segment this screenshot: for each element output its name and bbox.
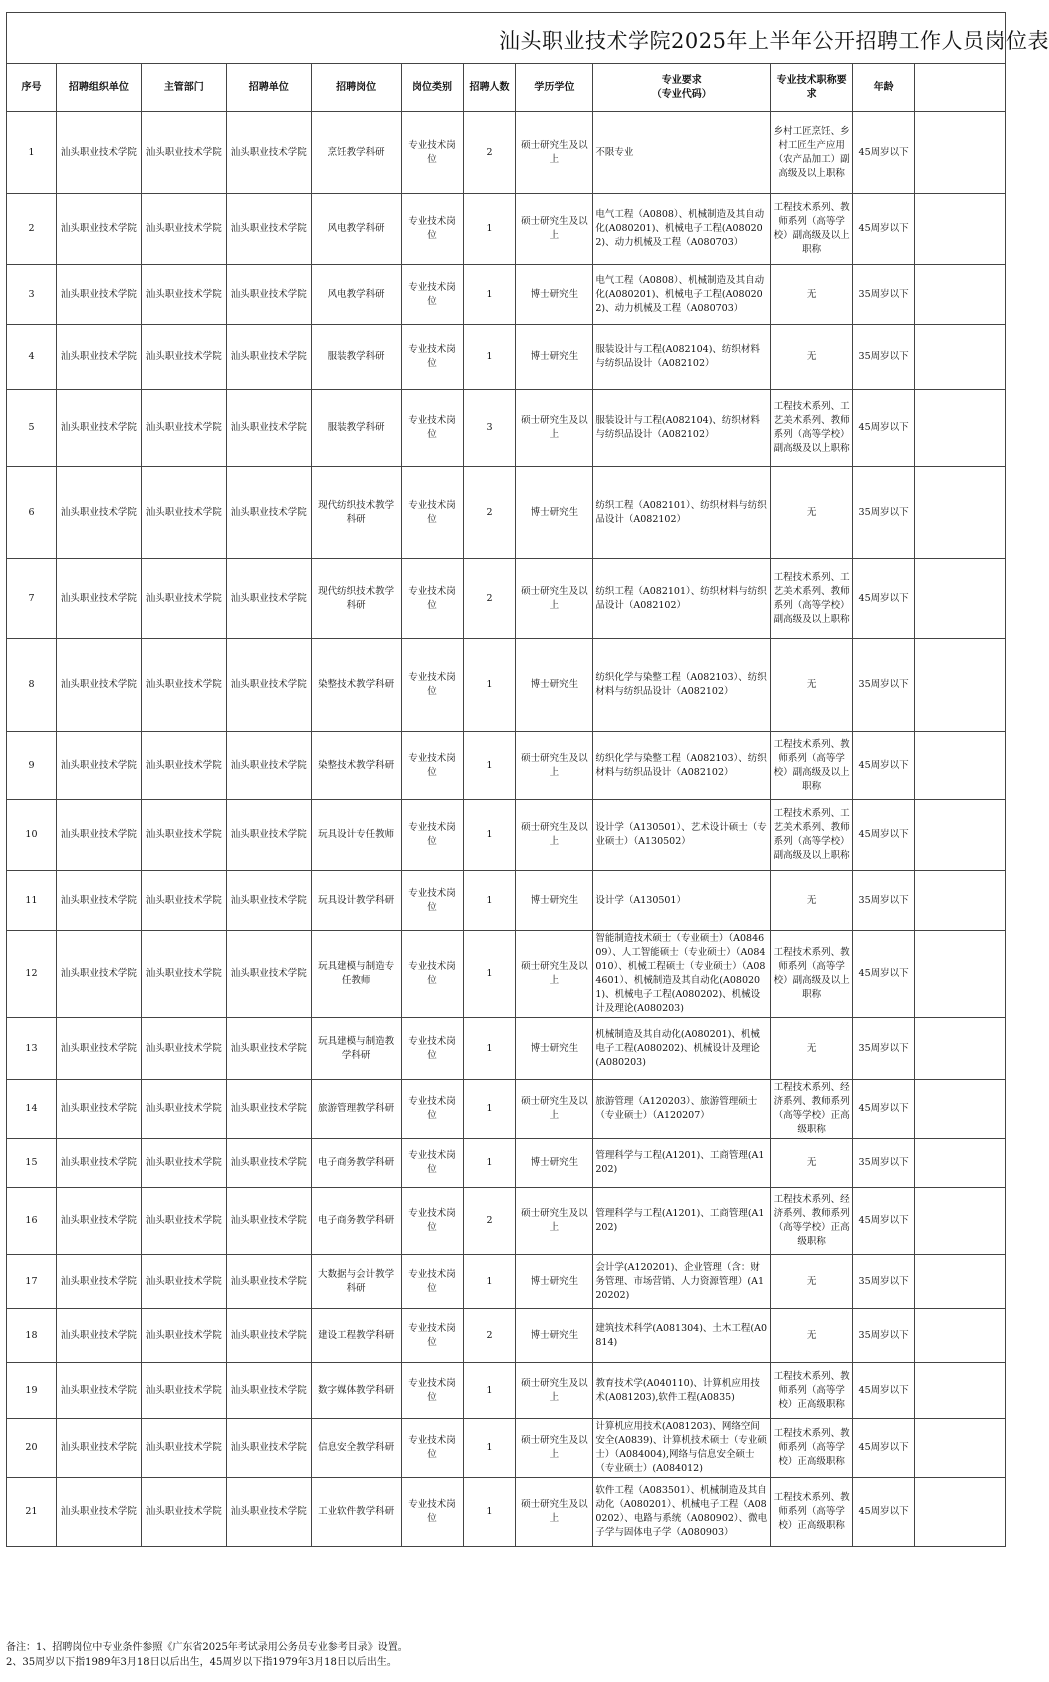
cell-title-req: 工程技术系列、教师系列（高等学校）副高级及以上职称 [771, 732, 853, 800]
cell-age: 35周岁以下 [853, 1018, 915, 1080]
header-cell: 招聘岗位 [311, 64, 401, 112]
cell-blank [915, 1255, 1006, 1309]
cell-type: 专业技术岗位 [401, 1419, 463, 1478]
cell-count: 2 [463, 1309, 516, 1363]
table-body [7, 112, 1006, 1547]
cell-post: 服装教学科研 [311, 390, 401, 467]
cell-count: 1 [463, 325, 516, 390]
cell-unit: 汕头职业技术学院 [226, 1478, 311, 1547]
cell-dept: 汕头职业技术学院 [141, 871, 226, 931]
cell-org: 汕头职业技术学院 [56, 931, 141, 1018]
cell-title-req: 工程技术系列、工艺美术系列、教师系列（高等学校）副高级及以上职称 [771, 800, 853, 871]
cell-org: 汕头职业技术学院 [56, 1255, 141, 1309]
cell-major: 旅游管理（A120203）、旅游管理硕士（专业硕士）（A120207） [593, 1080, 771, 1139]
cell-count: 1 [463, 1363, 516, 1419]
cell-post: 电子商务教学科研 [311, 1139, 401, 1188]
cell-major: 电气工程（A0808）、机械制造及其自动化(A080201)、机械电子工程(A080202)、动力机械及工程（A080703） [593, 265, 771, 325]
cell-major: 设计学（A130501）、艺术设计硕士（专业硕士）（A130502） [593, 800, 771, 871]
cell-org: 汕头职业技术学院 [56, 194, 141, 265]
cell-post: 染整技术教学科研 [311, 639, 401, 732]
header-cell: 序号 [7, 64, 57, 112]
cell-title-req: 工程技术系列、工艺美术系列、教师系列（高等学校）副高级及以上职称 [771, 559, 853, 639]
cell-unit: 汕头职业技术学院 [226, 1419, 311, 1478]
cell-dept: 汕头职业技术学院 [141, 390, 226, 467]
cell-dept: 汕头职业技术学院 [141, 1419, 226, 1478]
cell-education: 硕士研究生及以上 [516, 732, 593, 800]
cell-count: 1 [463, 1419, 516, 1478]
cell-type: 专业技术岗位 [401, 1139, 463, 1188]
cell-index: 10 [7, 800, 57, 871]
cell-blank [915, 559, 1006, 639]
header-cell: 专业技术职称要求 [771, 64, 853, 112]
cell-dept: 汕头职业技术学院 [141, 1080, 226, 1139]
cell-dept: 汕头职业技术学院 [141, 639, 226, 732]
cell-education: 硕士研究生及以上 [516, 390, 593, 467]
cell-dept: 汕头职业技术学院 [141, 1018, 226, 1080]
cell-blank [915, 732, 1006, 800]
cell-unit: 汕头职业技术学院 [226, 265, 311, 325]
header-cell: 招聘人数 [463, 64, 516, 112]
cell-age: 35周岁以下 [853, 1255, 915, 1309]
table-row [7, 1309, 1006, 1363]
cell-major: 纺织工程（A082101）、纺织材料与纺织品设计（A082102） [593, 559, 771, 639]
cell-education: 博士研究生 [516, 1255, 593, 1309]
cell-type: 专业技术岗位 [401, 732, 463, 800]
cell-age: 45周岁以下 [853, 1363, 915, 1419]
cell-count: 1 [463, 800, 516, 871]
cell-dept: 汕头职业技术学院 [141, 732, 226, 800]
cell-age: 45周岁以下 [853, 559, 915, 639]
cell-blank [915, 800, 1006, 871]
cell-age: 45周岁以下 [853, 1478, 915, 1547]
title-bar [6, 12, 1049, 63]
cell-unit: 汕头职业技术学院 [226, 1188, 311, 1255]
cell-title-req: 无 [771, 467, 853, 559]
cell-type: 专业技术岗位 [401, 112, 463, 194]
cell-education: 博士研究生 [516, 871, 593, 931]
cell-index: 19 [7, 1363, 57, 1419]
cell-index: 16 [7, 1188, 57, 1255]
cell-count: 1 [463, 194, 516, 265]
cell-unit: 汕头职业技术学院 [226, 800, 311, 871]
cell-type: 专业技术岗位 [401, 559, 463, 639]
cell-count: 1 [463, 931, 516, 1018]
cell-type: 专业技术岗位 [401, 1363, 463, 1419]
cell-post: 染整技术教学科研 [311, 732, 401, 800]
cell-unit: 汕头职业技术学院 [226, 1139, 311, 1188]
cell-education: 硕士研究生及以上 [516, 931, 593, 1018]
cell-post: 电子商务教学科研 [311, 1188, 401, 1255]
cell-type: 专业技术岗位 [401, 871, 463, 931]
cell-post: 工业软件教学科研 [311, 1478, 401, 1547]
cell-major: 服装设计与工程(A082104)、纺织材料与纺织品设计（A082102） [593, 325, 771, 390]
cell-title-req: 工程技术系列、经济系列、教师系列（高等学校）正高级职称 [771, 1080, 853, 1139]
cell-index: 20 [7, 1419, 57, 1478]
cell-blank [915, 1309, 1006, 1363]
cell-post: 风电教学科研 [311, 194, 401, 265]
cell-major: 会计学(A120201)、企业管理（含：财务管理、市场营销、人力资源管理）(A120202) [593, 1255, 771, 1309]
cell-index: 15 [7, 1139, 57, 1188]
cell-dept: 汕头职业技术学院 [141, 1363, 226, 1419]
cell-count: 2 [463, 559, 516, 639]
cell-count: 1 [463, 1478, 516, 1547]
cell-education: 硕士研究生及以上 [516, 1080, 593, 1139]
cell-age: 45周岁以下 [853, 732, 915, 800]
cell-index: 8 [7, 639, 57, 732]
cell-education: 硕士研究生及以上 [516, 194, 593, 265]
table-row [7, 732, 1006, 800]
cell-count: 1 [463, 871, 516, 931]
cell-type: 专业技术岗位 [401, 325, 463, 390]
cell-blank [915, 265, 1006, 325]
notes [6, 1640, 408, 1670]
cell-title-req: 无 [771, 639, 853, 732]
cell-title-req: 工程技术系列、教师系列（高等学校）正高级职称 [771, 1478, 853, 1547]
cell-dept: 汕头职业技术学院 [141, 1188, 226, 1255]
cell-major: 纺织化学与染整工程（A082103）、纺织材料与纺织品设计（A082102） [593, 732, 771, 800]
cell-post: 玩具设计教学科研 [311, 871, 401, 931]
table-row [7, 112, 1006, 194]
cell-org: 汕头职业技术学院 [56, 1080, 141, 1139]
cell-org: 汕头职业技术学院 [56, 265, 141, 325]
note-line: 备注：1、招聘岗位中专业条件参照《广东省2025年考试录用公务员专业参考目录》设置。 [6, 1642, 408, 1653]
header-cell: 年龄 [853, 64, 915, 112]
cell-org: 汕头职业技术学院 [56, 732, 141, 800]
cell-unit: 汕头职业技术学院 [226, 1018, 311, 1080]
cell-major: 设计学（A130501） [593, 871, 771, 931]
header-cell: 学历学位 [516, 64, 593, 112]
cell-post: 玩具设计专任教师 [311, 800, 401, 871]
table-row [7, 1363, 1006, 1419]
cell-post: 烹饪教学科研 [311, 112, 401, 194]
cell-title-req: 无 [771, 871, 853, 931]
cell-age: 35周岁以下 [853, 467, 915, 559]
cell-index: 5 [7, 390, 57, 467]
cell-education: 博士研究生 [516, 1309, 593, 1363]
cell-post: 服装教学科研 [311, 325, 401, 390]
cell-count: 1 [463, 1018, 516, 1080]
cell-post: 信息安全教学科研 [311, 1419, 401, 1478]
cell-type: 专业技术岗位 [401, 931, 463, 1018]
table-row [7, 1018, 1006, 1080]
cell-education: 博士研究生 [516, 1139, 593, 1188]
cell-org: 汕头职业技术学院 [56, 559, 141, 639]
cell-blank [915, 1080, 1006, 1139]
cell-blank [915, 1478, 1006, 1547]
cell-org: 汕头职业技术学院 [56, 1188, 141, 1255]
cell-major: 电气工程（A0808）、机械制造及其自动化(A080201)、机械电子工程(A080202)、动力机械及工程（A080703） [593, 194, 771, 265]
cell-type: 专业技术岗位 [401, 390, 463, 467]
cell-blank [915, 194, 1006, 265]
cell-post: 现代纺织技术教学科研 [311, 559, 401, 639]
cell-major: 建筑技术科学(A081304)、土木工程(A0814) [593, 1309, 771, 1363]
cell-count: 2 [463, 467, 516, 559]
cell-age: 35周岁以下 [853, 871, 915, 931]
table-header-row [7, 64, 1006, 112]
cell-dept: 汕头职业技术学院 [141, 559, 226, 639]
cell-count: 1 [463, 1255, 516, 1309]
cell-title-req: 乡村工匠烹饪、乡村工匠生产应用（农产品加工）副高级及以上职称 [771, 112, 853, 194]
cell-blank [915, 112, 1006, 194]
cell-unit: 汕头职业技术学院 [226, 194, 311, 265]
cell-major: 纺织工程（A082101）、纺织材料与纺织品设计（A082102） [593, 467, 771, 559]
cell-unit: 汕头职业技术学院 [226, 112, 311, 194]
cell-age: 45周岁以下 [853, 1419, 915, 1478]
table-row [7, 931, 1006, 1018]
cell-education: 硕士研究生及以上 [516, 800, 593, 871]
cell-education: 硕士研究生及以上 [516, 1363, 593, 1419]
cell-index: 4 [7, 325, 57, 390]
header-cell-blank [915, 64, 1006, 112]
cell-type: 专业技术岗位 [401, 639, 463, 732]
cell-dept: 汕头职业技术学院 [141, 1139, 226, 1188]
cell-org: 汕头职业技术学院 [56, 1018, 141, 1080]
cell-dept: 汕头职业技术学院 [141, 1255, 226, 1309]
cell-unit: 汕头职业技术学院 [226, 1255, 311, 1309]
table-row [7, 1255, 1006, 1309]
cell-index: 21 [7, 1478, 57, 1547]
table-row [7, 194, 1006, 265]
cell-type: 专业技术岗位 [401, 1080, 463, 1139]
cell-org: 汕头职业技术学院 [56, 390, 141, 467]
cell-unit: 汕头职业技术学院 [226, 325, 311, 390]
table-row [7, 871, 1006, 931]
cell-title-req: 工程技术系列、教师系列（高等学校）副高级及以上职称 [771, 931, 853, 1018]
cell-education: 博士研究生 [516, 639, 593, 732]
cell-unit: 汕头职业技术学院 [226, 559, 311, 639]
cell-org: 汕头职业技术学院 [56, 325, 141, 390]
cell-unit: 汕头职业技术学院 [226, 390, 311, 467]
cell-title-req: 工程技术系列、教师系列（高等学校）正高级职称 [771, 1363, 853, 1419]
job-table [6, 63, 1006, 1547]
cell-blank [915, 871, 1006, 931]
cell-major: 机械制造及其自动化(A080201)、机械电子工程(A080202)、机械设计及理论(A080203) [593, 1018, 771, 1080]
cell-education: 博士研究生 [516, 1018, 593, 1080]
cell-education: 硕士研究生及以上 [516, 1419, 593, 1478]
cell-title-req: 无 [771, 265, 853, 325]
cell-education: 硕士研究生及以上 [516, 1188, 593, 1255]
cell-title-req: 无 [771, 1139, 853, 1188]
table-row [7, 800, 1006, 871]
cell-post: 数字媒体教学科研 [311, 1363, 401, 1419]
cell-post: 旅游管理教学科研 [311, 1080, 401, 1139]
cell-blank [915, 1419, 1006, 1478]
cell-dept: 汕头职业技术学院 [141, 265, 226, 325]
cell-index: 1 [7, 112, 57, 194]
cell-count: 1 [463, 732, 516, 800]
recruitment-sheet [6, 12, 1049, 1547]
cell-index: 17 [7, 1255, 57, 1309]
cell-age: 45周岁以下 [853, 931, 915, 1018]
cell-title-req: 无 [771, 1018, 853, 1080]
cell-post: 建设工程教学科研 [311, 1309, 401, 1363]
cell-org: 汕头职业技术学院 [56, 1363, 141, 1419]
cell-dept: 汕头职业技术学院 [141, 194, 226, 265]
header-cell: 招聘单位 [226, 64, 311, 112]
cell-unit: 汕头职业技术学院 [226, 732, 311, 800]
header-cell: 专业要求 （专业代码） [593, 64, 771, 112]
cell-org: 汕头职业技术学院 [56, 1309, 141, 1363]
cell-org: 汕头职业技术学院 [56, 1139, 141, 1188]
cell-major: 纺织化学与染整工程（A082103）、纺织材料与纺织品设计（A082102） [593, 639, 771, 732]
cell-org: 汕头职业技术学院 [56, 467, 141, 559]
cell-blank [915, 1363, 1006, 1419]
cell-type: 专业技术岗位 [401, 265, 463, 325]
cell-age: 35周岁以下 [853, 1309, 915, 1363]
cell-blank [915, 1188, 1006, 1255]
cell-major: 教育技术学(A040110)、计算机应用技术(A081203),软件工程(A0835) [593, 1363, 771, 1419]
table-row [7, 1188, 1006, 1255]
cell-major: 软件工程（A083501）、机械制造及其自动化（A080201）、机械电子工程（A080202）、电路与系统（A080902）、微电子学与固体电子学（A080903） [593, 1478, 771, 1547]
cell-post: 玩具建模与制造教学科研 [311, 1018, 401, 1080]
cell-age: 35周岁以下 [853, 1139, 915, 1188]
cell-dept: 汕头职业技术学院 [141, 325, 226, 390]
cell-post: 现代纺织技术教学科研 [311, 467, 401, 559]
cell-index: 13 [7, 1018, 57, 1080]
cell-blank [915, 467, 1006, 559]
table-row [7, 559, 1006, 639]
cell-title-req: 工程技术系列、教师系列（高等学校）正高级职称 [771, 1419, 853, 1478]
cell-age: 45周岁以下 [853, 390, 915, 467]
cell-type: 专业技术岗位 [401, 194, 463, 265]
table-row [7, 467, 1006, 559]
cell-education: 硕士研究生及以上 [516, 559, 593, 639]
cell-org: 汕头职业技术学院 [56, 1419, 141, 1478]
cell-unit: 汕头职业技术学院 [226, 1309, 311, 1363]
cell-age: 45周岁以下 [853, 1080, 915, 1139]
cell-count: 1 [463, 1080, 516, 1139]
cell-dept: 汕头职业技术学院 [141, 800, 226, 871]
cell-age: 45周岁以下 [853, 112, 915, 194]
cell-type: 专业技术岗位 [401, 800, 463, 871]
cell-age: 45周岁以下 [853, 194, 915, 265]
cell-blank [915, 931, 1006, 1018]
cell-post: 风电教学科研 [311, 265, 401, 325]
cell-type: 专业技术岗位 [401, 1255, 463, 1309]
cell-major: 管理科学与工程(A1201)、工商管理(A1202) [593, 1188, 771, 1255]
cell-title-req: 工程技术系列、教师系列（高等学校）副高级及以上职称 [771, 194, 853, 265]
cell-count: 2 [463, 1188, 516, 1255]
cell-dept: 汕头职业技术学院 [141, 467, 226, 559]
cell-type: 专业技术岗位 [401, 467, 463, 559]
cell-major: 管理科学与工程(A1201)、工商管理(A1202) [593, 1139, 771, 1188]
cell-age: 45周岁以下 [853, 800, 915, 871]
cell-major: 智能制造技术硕士（专业硕士）（A084609）、人工智能硕士（专业硕士）（A084010）、机械工程硕士（专业硕士）（A084601）、机械制造及其自动化(A080201)、机械电子工程(A080202)、机械设计及理论(A080203) [593, 931, 771, 1018]
cell-org: 汕头职业技术学院 [56, 871, 141, 931]
cell-blank [915, 639, 1006, 732]
cell-type: 专业技术岗位 [401, 1018, 463, 1080]
cell-count: 3 [463, 390, 516, 467]
cell-org: 汕头职业技术学院 [56, 1478, 141, 1547]
cell-org: 汕头职业技术学院 [56, 800, 141, 871]
cell-education: 博士研究生 [516, 467, 593, 559]
table-row [7, 639, 1006, 732]
cell-count: 1 [463, 1139, 516, 1188]
cell-unit: 汕头职业技术学院 [226, 467, 311, 559]
table-row [7, 390, 1006, 467]
cell-type: 专业技术岗位 [401, 1478, 463, 1547]
cell-index: 14 [7, 1080, 57, 1139]
cell-title-req: 无 [771, 1309, 853, 1363]
cell-dept: 汕头职业技术学院 [141, 1309, 226, 1363]
cell-index: 11 [7, 871, 57, 931]
cell-index: 7 [7, 559, 57, 639]
cell-unit: 汕头职业技术学院 [226, 931, 311, 1018]
cell-org: 汕头职业技术学院 [56, 639, 141, 732]
cell-index: 2 [7, 194, 57, 265]
cell-unit: 汕头职业技术学院 [226, 1363, 311, 1419]
note-line: 2、35周岁以下指1989年3月18日以后出生，45周岁以下指1979年3月18日以后出生。 [6, 1657, 397, 1668]
table-row [7, 1080, 1006, 1139]
table-row [7, 1478, 1006, 1547]
cell-count: 1 [463, 639, 516, 732]
cell-index: 12 [7, 931, 57, 1018]
cell-index: 18 [7, 1309, 57, 1363]
cell-type: 专业技术岗位 [401, 1188, 463, 1255]
cell-dept: 汕头职业技术学院 [141, 1478, 226, 1547]
cell-blank [915, 1139, 1006, 1188]
cell-unit: 汕头职业技术学院 [226, 871, 311, 931]
cell-org: 汕头职业技术学院 [56, 112, 141, 194]
cell-type: 专业技术岗位 [401, 1309, 463, 1363]
cell-dept: 汕头职业技术学院 [141, 931, 226, 1018]
cell-index: 3 [7, 265, 57, 325]
cell-title-req: 工程技术系列、经济系列、教师系列（高等学校）正高级职称 [771, 1188, 853, 1255]
page-title: 汕头职业技术学院2025年上半年公开招聘工作人员岗位表 [499, 29, 1049, 53]
cell-major: 服装设计与工程(A082104)、纺织材料与纺织品设计（A082102） [593, 390, 771, 467]
cell-blank [915, 1018, 1006, 1080]
cell-blank [915, 325, 1006, 390]
cell-unit: 汕头职业技术学院 [226, 1080, 311, 1139]
cell-age: 35周岁以下 [853, 639, 915, 732]
cell-index: 9 [7, 732, 57, 800]
table-row [7, 1419, 1006, 1478]
cell-education: 硕士研究生及以上 [516, 112, 593, 194]
cell-age: 35周岁以下 [853, 265, 915, 325]
cell-education: 硕士研究生及以上 [516, 1478, 593, 1547]
cell-post: 玩具建模与制造专任教师 [311, 931, 401, 1018]
table-row [7, 325, 1006, 390]
cell-major: 计算机应用技术(A081203)、网络空间安全(A0839)、计算机技术硕士（专业硕士）（A084004),网络与信息安全硕士（专业硕士）(A084012) [593, 1419, 771, 1478]
header-cell: 招聘组织单位 [56, 64, 141, 112]
cell-age: 45周岁以下 [853, 1188, 915, 1255]
header-cell: 主管部门 [141, 64, 226, 112]
cell-age: 35周岁以下 [853, 325, 915, 390]
cell-unit: 汕头职业技术学院 [226, 639, 311, 732]
cell-index: 6 [7, 467, 57, 559]
cell-education: 博士研究生 [516, 325, 593, 390]
cell-title-req: 无 [771, 1255, 853, 1309]
cell-major: 不限专业 [593, 112, 771, 194]
table-row [7, 265, 1006, 325]
header-cell: 岗位类别 [401, 64, 463, 112]
cell-dept: 汕头职业技术学院 [141, 112, 226, 194]
cell-title-req: 无 [771, 325, 853, 390]
cell-post: 大数据与会计教学科研 [311, 1255, 401, 1309]
cell-count: 2 [463, 112, 516, 194]
cell-count: 1 [463, 265, 516, 325]
cell-blank [915, 390, 1006, 467]
table-row [7, 1139, 1006, 1188]
cell-education: 博士研究生 [516, 265, 593, 325]
cell-title-req: 工程技术系列、工艺美术系列、教师系列（高等学校）副高级及以上职称 [771, 390, 853, 467]
